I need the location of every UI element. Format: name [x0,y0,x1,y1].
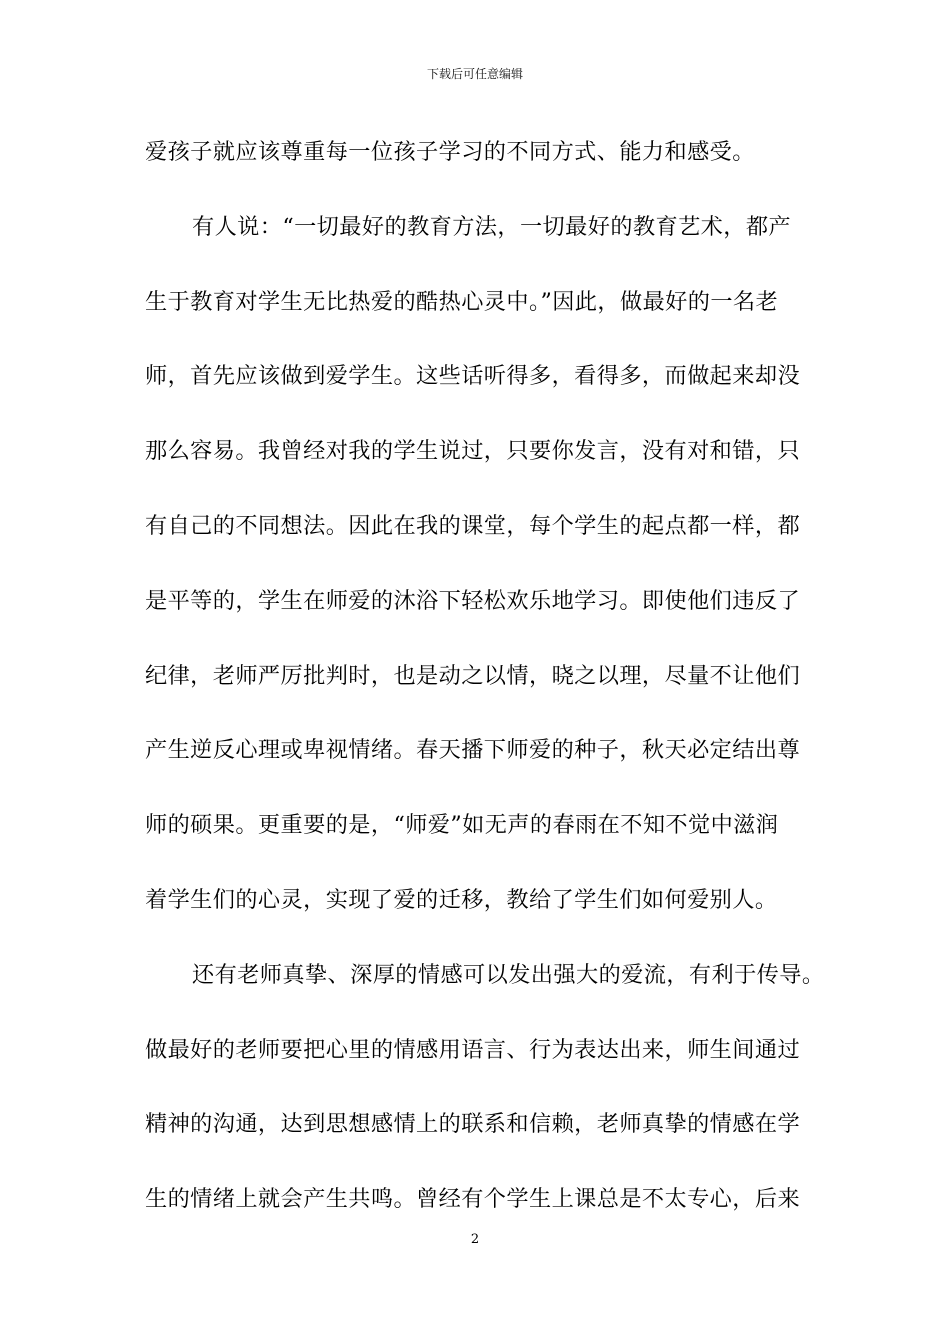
text-line: 生的情绪上就会产生共鸣。曾经有个学生上课总是不太专心，后来 [145,1186,801,1213]
text-line: 着学生们的心灵，实现了爱的迁移，教给了学生们如何爱别人。 [145,886,778,913]
text-line: 纪律，老师严厉批判时，也是动之以情，晓之以理，尽量不让他们 [145,662,801,689]
text-line: 师，首先应该做到爱学生。这些话听得多，看得多，而做起来却没 [145,363,801,390]
paragraph-start-line: 还有老师真挚、深厚的情感可以发出强大的爱流，有利于传导。 [192,961,825,988]
text-line: 精神的沟通，达到思想感情上的联系和信赖，老师真挚的情感在学 [145,1111,801,1138]
document-body [145,126,825,1248]
text-line: 那么容易。我曾经对我的学生说过，只要你发言，没有对和错，只 [145,438,801,465]
text-line: 生于教育对学生无比热爱的酷热心灵中。”因此，做最好的一名老 [145,288,779,315]
text-line: 是平等的，学生在师爱的沐浴下轻松欢乐地学习。即使他们违反了 [145,587,801,614]
text-line: 有自己的不同想法。因此在我的课堂，每个学生的起点都一样，都 [145,512,801,539]
text-line: 爱孩子就应该尊重每一位孩子学习的不同方式、能力和感受。 [145,139,755,165]
page-header: 下载后可任意编辑 [426,67,523,81]
text-line: 做最好的老师要把心里的情感用语言、行为表达出来，师生间通过 [145,1036,801,1063]
text-line: 产生逆反心理或卑视情绪。春天播下师爱的种子，秋天必定结出尊 [145,737,801,764]
paragraph-start-line: 有人说：“一切最好的教育方法，一切最好的教育艺术，都产 [192,213,792,240]
page-number: 2 [470,1232,480,1247]
text-line: 师的硕果。更重要的是，“师爱”如无声的春雨在不知不觉中滋润 [145,812,779,839]
